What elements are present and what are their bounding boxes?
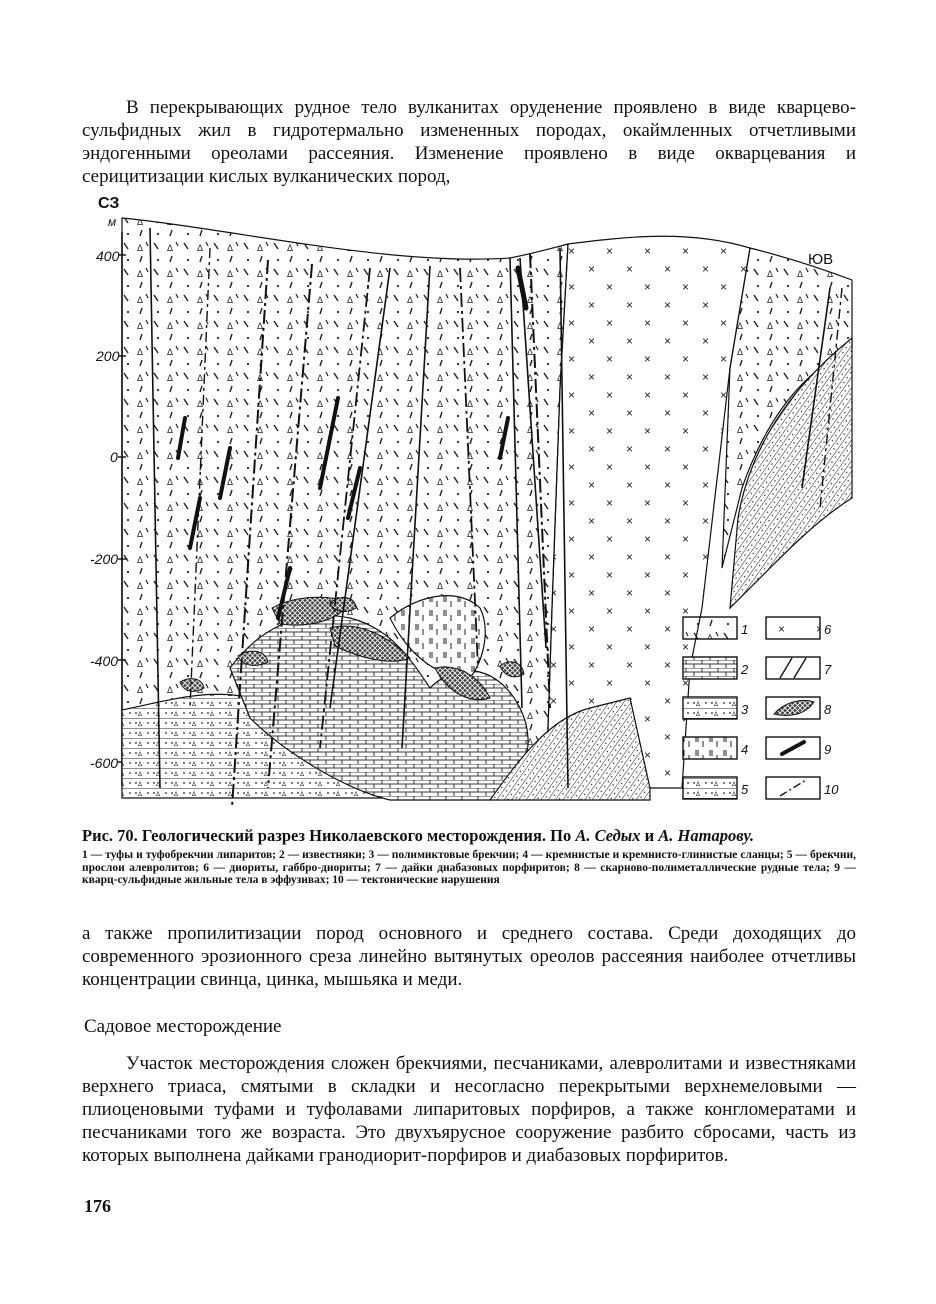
elevation-label: 400 [96, 248, 120, 264]
legend-item-1 [683, 617, 748, 639]
legend-item-7 [766, 657, 832, 679]
direction-label-nw: СЗ [98, 195, 120, 212]
legend-item-4 [683, 737, 748, 759]
paragraph-continuation: а также пропилитизации пород основного и среднего состава. Среди доходящих до современного эрозионного среза линейно вытянутых ореолов рассеяния наиболее отчетливы концентрации свинца, цинка, мышьяка и меди. [82, 923, 856, 990]
legend-number: 8 [824, 702, 832, 717]
elevation-label: 200 [96, 348, 120, 364]
caption-prefix: Рис. 70. Геологический разрез Николаевского месторождения. По [82, 826, 576, 845]
caption-author-2: А. Натарову. [658, 826, 754, 845]
legend-item-5 [683, 777, 749, 799]
legend-item-6 [766, 617, 832, 639]
paragraph-intro: В перекрывающих рудное тело вулканитах оруденение проявлено в виде кварцево-сульфидных жил в гидротермально измененных породах, окаймленных отчетливыми эндогенными ореолами рассеяния. Изменение проявлено в виде окварцевания и серицитизации кислых вулканических пород, [82, 97, 856, 187]
geological-section-figure [90, 188, 860, 818]
legend-item-10 [766, 777, 839, 799]
direction-label-se: ЮВ [808, 251, 834, 268]
legend-number: 9 [824, 742, 832, 757]
legend-number: 4 [741, 742, 749, 757]
legend-item-8 [766, 697, 832, 719]
elevation-label: 0 [110, 449, 118, 465]
legend-item-3 [683, 697, 749, 719]
elevation-label: -400 [90, 653, 119, 669]
legend-item-9 [766, 737, 831, 759]
legend-number: 10 [824, 782, 839, 797]
legend-number: 6 [824, 622, 832, 637]
section-heading: Садовое месторождение [84, 1016, 282, 1037]
page-number: 176 [84, 1196, 111, 1216]
legend [683, 617, 839, 799]
legend-number: 5 [741, 782, 749, 797]
legend-number: 3 [741, 702, 749, 717]
caption-author-1: А. Седых [575, 826, 641, 845]
elevation-label: -600 [90, 755, 119, 771]
paragraph-sadovoe: Участок месторождения сложен брекчиями, песчаниками, алевролитами и известняками верхнего триаса, смятыми в складки и несогласно перекрытыми верхнемеловыми — плиоценовыми туфами и туфолавами липаритовых порфиров, а также конгломератами и песчаниками того же возраста. Это двухъярусное сооружение разбито сбросами, часть из которых выполнена дайками гранодиорит-порфиров и диабазовых порфиритов. [82, 1053, 856, 1166]
elevation-label: -200 [90, 551, 119, 567]
elevation-axis [90, 248, 120, 771]
caption-and: и [640, 826, 659, 845]
legend-item-2 [683, 657, 749, 679]
unit-label: м [108, 215, 117, 229]
legend-number: 2 [741, 662, 749, 677]
legend-number: 1 [741, 622, 749, 637]
legend-number: 7 [824, 662, 832, 677]
figure-legend-text: 1 — туфы и туфобрекчии липаритов; 2 — известняки; 3 — полимиктовые брекчии; 4 — кремнистые и кремнисто-глинистые сланцы; 5 — брекчии, прослои алевролитов; 6 — диориты, габбро-диориты; 7 — дайки диабазовых порфиритов; 8 — скарново-полиметаллические рудные тела; 9 — кварц-сульфидные жильные тела в эффузивах; 10 — тектонические нарушения [82, 849, 856, 886]
figure-caption [82, 826, 856, 846]
